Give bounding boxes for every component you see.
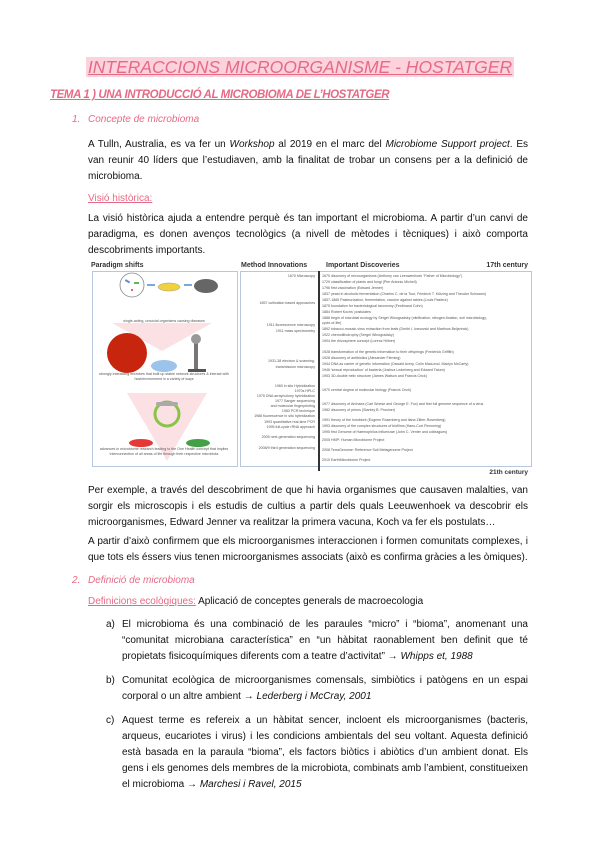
method-innovation-item: and molecular fingerprinting <box>270 404 315 408</box>
method-innovation-item: 1911 fluorescence microscopy <box>266 323 315 327</box>
method-innovation-item: 1857 cultivation based approaches <box>259 301 315 305</box>
topic-heading: TEMA 1 ) UNA INTRODUCCIÓ AL MICROBIOMA DE L’HOSTATGER <box>50 89 390 101</box>
ecological-intro: Aplicació de conceptes generals de macroecologia <box>195 596 424 607</box>
discovery-item: 1970 central dogma of molecular biology (Francis Crick) <box>322 388 412 392</box>
discovery-item: 2008 TerraGenome: Reference Soil Metagenome Project <box>322 448 413 452</box>
discovery-item: 1928 transformation of the genetic information to their offsprings (Frederick Griffith) <box>322 350 454 354</box>
discovery-item: 1928 discovery of antibiotics (Alexander Fleming) <box>322 356 401 360</box>
discovery-item: 1888 begin of microbial ecology by Sergei Winogradsky (nitrification, nitrogen-fixation, soil microbiology, <box>322 316 487 320</box>
definition-item-a: a) El microbioma és una combinació de les paraules “micro” i “bioma”, anomenant una “comunitat microbiana característica” en “un hàbitat raonablement ben definit que té propietats fisicoquímiques diferents com a teatre d’activitat” → Whipps et, 1988 <box>106 619 528 662</box>
discovery-item: 1796 first vaccination (Edward Jenner) <box>322 286 384 290</box>
method-innovation-item: 1931-38 electron & scanning- <box>268 359 315 363</box>
discovery-item: 1991 theory of the holobiont (Eugene Rosenberg and Ilana Zilber-Rosenberg) <box>322 418 446 422</box>
method-innovation-item: 1970s HPLC <box>294 389 315 393</box>
method-innovation-item: 2005 next-generation sequencing <box>261 435 315 439</box>
discovery-item: 1922 chemolithotrophy (Sergei Winogradsky) <box>322 333 394 337</box>
paragraph-workshop: A Tulln, Australia, es va fer un Workshop al 2019 en el marc del Microbiome Support project. Es van reunir 40 líders que l’estudiaven, amb la finalitat de trobar un consens per a la definició de microbioma. <box>88 139 528 182</box>
figure-label-17th-century: 17th century <box>486 262 528 269</box>
section-1-number: 1. <box>72 114 81 125</box>
discovery-item: 1729 classification of plants and fungi (Pier Antonio Micheli) <box>322 280 417 284</box>
figure-header-paradigm: Paradigm shifts <box>91 262 144 269</box>
section-1-title: Concepte de microbioma <box>88 114 200 125</box>
discovery-item: 1993 discovery of the complex structures of biofilms (Hans-Curt Flemming) <box>322 424 442 428</box>
method-innovation-item: transmission microscopy <box>275 365 315 369</box>
subheading-historical: Visió històrica: <box>88 193 153 204</box>
figure-label-21th-century: 21th century <box>489 469 528 476</box>
section-2-heading <box>72 574 528 588</box>
method-innovation-item: 1993 quantitative real-time PCR <box>264 420 315 424</box>
discovery-item: 1995 first Genome of Haemophilus influenzae (John C. Venter and colleagues) <box>322 430 448 434</box>
figure-header-discoveries: Important Discoveries <box>326 262 400 269</box>
discovery-item: 1904 the rhizosphere concept (Lorenz Hiltner) <box>322 339 396 343</box>
figure-header-methods: Method Innovations <box>241 262 308 269</box>
section-2-number: 2. <box>72 575 81 586</box>
paragraph-example: Per exemple, a través del descobriment de que hi havia organismes que causaven malalties, van sorgir els microscopis i els estudis de cultius a partir dels quals Leeuwenhoek va descobrir els microorganismes, Edward Jenner va realitzar la primera vacuna, Koch va fer els postulats… <box>88 485 528 528</box>
method-innovation-item: 1988 fluorescence in situ hybridization <box>254 414 315 418</box>
discovery-item: 1857-1865 Pasteurization, fermentation, vaccine against rabies (Louis Pasteur) <box>322 298 448 302</box>
discovery-item: 1892 tobacco-mosaic-virus extraction from leafs (Dmitri I. Ivanovski and Martinus Beijerinck) <box>322 327 469 331</box>
paradigm-illustrations <box>92 271 238 466</box>
paradigm-caption-1: single-acting, unsocial organisms causing diseases <box>123 319 205 323</box>
method-innovation-item: 1670 Microscopy <box>287 274 315 278</box>
title-text: INTERACCIONS MICROORGANISME - HOSTATGER <box>87 57 513 77</box>
paragraph-historical: La visió històrica ajuda a entendre perquè és tan important el microbioma. A partir d’un canvi de paradigma, es donen avenços tecnològics (a nivell de mètodes i tècniques) i això comporta descobriments importants. <box>88 213 528 256</box>
discovery-item: 1670 discovery of microorganisms (Anthony van Leeuwenhoek "Father of Microbiology") <box>322 274 463 278</box>
subheading-ecological: Definicions ecològiques: <box>88 596 196 607</box>
definition-item-b: b) Comunitat ecològica de microorganismes comensals, simbiòtics i patògens en un espai corporal o un altre ambient → Lederberg i McCray, 2001 <box>106 675 528 702</box>
method-innovation-item: 1983 PCR technique <box>281 409 315 413</box>
section-2-title: Definició de microbioma <box>88 575 195 586</box>
method-innovation-item: 1911 mass spectrometry <box>275 329 315 333</box>
discovery-item: 1946 'sexual reproduction' of bacteria (Joshua Lederberg and Edward Tatum) <box>322 368 445 372</box>
discovery-item: 1884 Robert Kochs' postulates <box>322 310 371 314</box>
method-innovation-item: 1960 in situ Hybridization <box>274 384 315 388</box>
discovery-item: cycle-of-life) <box>322 321 342 325</box>
method-innovation-item: 1995 full-cycle rRNA approach <box>266 425 315 429</box>
document-body <box>72 113 528 793</box>
discovery-item: 2010 EarthMicrobiome Project <box>322 458 371 462</box>
paradigm-caption-3: advances in microbiome research leading to the One Health concept that implies interconnection of all areas of life through their respective microbiota <box>99 447 229 456</box>
method-innovation-item: 2008/9 third generation sequencing <box>258 446 315 450</box>
discovery-item: 2005 HMP: Human Microbiome Project <box>322 438 385 442</box>
definitions-list <box>72 617 528 793</box>
discovery-item: 1837 yeast in alcoholic fermentation (Charles C. de la Tour, Friedrich T. Kützing and Theodor Schwann) <box>322 292 487 296</box>
timeline-axis <box>318 271 320 471</box>
ecological-definitions-line <box>72 595 528 609</box>
historical-timeline-figure <box>88 262 530 480</box>
method-innovation-item: 1977 Sanger sequencing <box>275 399 315 403</box>
discovery-item: 1982 discovery of prions (Stanley B. Prusiner) <box>322 408 396 412</box>
discovery-item: 1944 DNA as carrier of genetic information (Oswald Avery, Colin MacLeod, Maclyn McCarty) <box>322 362 469 366</box>
paradigm-caption-2: strongly interacting microbes that built up stable network structures & interact with host/environment in a variety of ways <box>99 372 229 381</box>
document-title <box>0 57 600 78</box>
discovery-item: 1977 discovery of Archaea (Carl Woese and George E. Fox) and first full genome sequence of a virus <box>322 402 484 406</box>
method-innovation-item: 1975 DNA array/colony hybridization <box>256 394 315 398</box>
definition-item-c: c) Aquest terme es refereix a un hàbitat sencer, incloent els microorganismes (bacteris, arqueus, eucariotes i virus) i les condicions ambientals del seu voltant. Aquesta definició està basada en la paraula “bioma”, els factors biòtics i abiòtics d’un ambient donat. Els gens i els genomes dels membres de la microbiota, combinats amb l’ambient, constitueixen el microbioma → Marchesi i Ravel, 2015 <box>106 715 528 790</box>
discovery-item: 1953 3D-double helix structure (James Watson and Francis Crick) <box>322 374 427 378</box>
section-1-heading <box>72 113 528 127</box>
discovery-item: 1875 foundation for bacteriological taxonomy (Ferdinand Cohn) <box>322 304 423 308</box>
paragraph-conclusion: A partir d’això confirmem que els microorganismes interaccionen i formen comunitats complexes, i que tots els éssers vius tenen microorganismes associats (això es confirma gràcies a les òmiques). <box>88 536 528 563</box>
